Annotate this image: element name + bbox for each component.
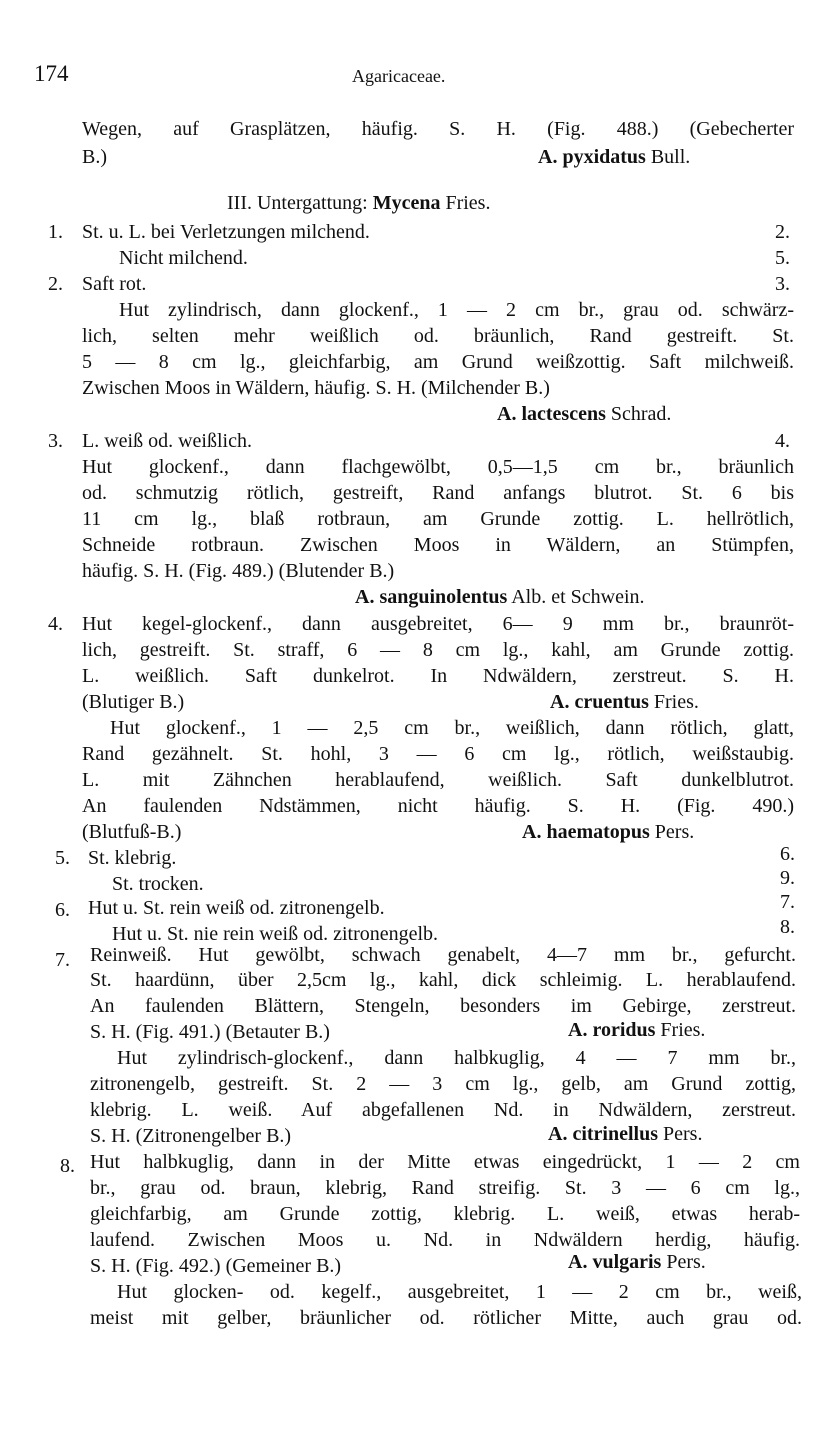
text-line: Hut glockenf., 1 — 2,5 cm br., weißlich, dann rötlich, glatt,: [110, 717, 794, 739]
species-name: [568, 1018, 705, 1042]
running-title: Agaricaceae.: [352, 66, 446, 86]
text-line: häufig. S. H. (Fig. 489.) (Blutender B.): [82, 560, 395, 582]
key-text: Hut u. St. rein weiß od. zitronengelb.: [88, 897, 385, 919]
text-line: Hut glockenf., dann flachgewölbt, 0,5—1,5 cm br., bräunlich: [82, 456, 794, 478]
species-name: [355, 585, 645, 609]
key-number: 6.: [55, 899, 70, 921]
key-text: L. weiß od. weißlich.: [82, 430, 252, 452]
key-number: 2.: [48, 273, 63, 295]
key-reference: 4.: [775, 430, 790, 452]
species-author: Pers.: [654, 821, 695, 843]
key-reference: 6.: [780, 843, 795, 865]
species-author: Alb. et Schwein.: [511, 586, 645, 608]
species-epithet: A. cruentus: [550, 691, 649, 713]
text-line: br., grau od. braun, klebrig, Rand streifig. St. 3 — 6 cm lg.,: [90, 1177, 800, 1199]
subgenus-author: Fries.: [445, 192, 491, 214]
species-epithet: A. lactescens: [497, 403, 606, 425]
species-author: Fries.: [660, 1019, 706, 1041]
species-name: [548, 1122, 702, 1146]
text-line: klebrig. L. weiß. Auf abgefallenen Nd. in Ndwäldern, zerstreut.: [90, 1099, 796, 1121]
text-line: S. H. (Fig. 492.) (Gemeiner B.): [90, 1255, 342, 1277]
species-author: Pers.: [663, 1123, 703, 1145]
key-reference: 5.: [775, 247, 790, 269]
key-number: 1.: [48, 221, 63, 243]
text-line: Hut zylindrisch-glockenf., dann halbkuglig, 4 — 7 mm br.,: [117, 1047, 796, 1069]
species-epithet: A. citrinellus: [548, 1123, 658, 1145]
species-author: Bull.: [650, 146, 691, 168]
text-line: laufend. Zwischen Moos u. Nd. in Ndwäldern herdig, häufig.: [90, 1229, 800, 1251]
text-line: Reinweiß. Hut gewölbt, schwach genabelt, 4—7 mm br., gefurcht.: [90, 944, 796, 966]
text-line: (Blutfuß-B.): [82, 821, 182, 843]
text-line: Hut glocken- od. kegelf., ausgebreitet, 1 — 2 cm br., weiß,: [117, 1281, 802, 1303]
text-line: Hut halbkuglig, dann in der Mitte etwas eingedrückt, 1 — 2 cm: [90, 1151, 800, 1173]
key-number: 3.: [48, 430, 63, 452]
species-name: [568, 1250, 706, 1274]
text-line: Hut kegel-glockenf., dann ausgebreitet, 6— 9 mm br., braunröt-: [82, 613, 794, 635]
text-line: S. H. (Fig. 491.) (Betauter B.): [90, 1021, 330, 1043]
text-line: An faulenden Ndstämmen, nicht häufig. S. H. (Fig. 490.): [82, 795, 794, 817]
text-line: L. weißlich. Saft dunkelrot. In Ndwäldern, zerstreut. S. H.: [82, 665, 794, 687]
text-line: lich, gestreift. St. straff, 6 — 8 cm lg., kahl, am Grunde zottig.: [82, 639, 794, 661]
text-line: od. schmutzig rötlich, gestreift, Rand anfangs blutrot. St. 6 bis: [82, 482, 794, 504]
text-line: B.): [82, 146, 107, 168]
species-epithet: A. roridus: [568, 1019, 656, 1041]
text-line: meist mit gelber, bräunlicher od. rötlicher Mitte, auch grau od.: [90, 1307, 802, 1329]
species-name: [550, 690, 699, 714]
key-reference: 2.: [775, 221, 790, 243]
page-number: 174: [34, 61, 69, 86]
key-text: St. trocken.: [112, 873, 204, 895]
species-epithet: A. vulgaris: [568, 1251, 662, 1273]
key-number: 4.: [48, 613, 63, 635]
key-text: St. u. L. bei Verletzungen milchend.: [82, 221, 370, 243]
key-number: 5.: [55, 847, 70, 869]
text-line: (Blutiger B.): [82, 691, 185, 713]
key-text: Saft rot.: [82, 273, 147, 295]
species-author: Schrad.: [610, 403, 672, 425]
species-epithet: A. pyxidatus: [538, 146, 646, 168]
species-name: [522, 820, 694, 844]
text-line: L. mit Zähnchen herablaufend, weißlich. Saft dunkelblutrot.: [82, 769, 794, 791]
key-number: 7.: [55, 949, 70, 971]
subgenus-label: III. Untergattung:: [227, 192, 368, 214]
text-line: St. haardünn, über 2,5cm lg., kahl, dick schleimig. L. herablaufend.: [90, 969, 796, 991]
text-line: Rand gezähnelt. St. hohl, 3 — 6 cm lg., rötlich, weißstaubig.: [82, 743, 794, 765]
text-line: gleichfarbig, am Grunde zottig, klebrig. L. weiß, etwas herab-: [90, 1203, 800, 1225]
key-text: St. klebrig.: [88, 847, 177, 869]
key-text: Hut u. St. nie rein weiß od. zitronengelb.: [112, 923, 439, 945]
key-text: Nicht milchend.: [119, 247, 248, 269]
text-line: Hut zylindrisch, dann glockenf., 1 — 2 cm br., grau od. schwärz-: [119, 299, 794, 321]
subgenus-name: Mycena: [372, 192, 441, 214]
subgenus-heading: [227, 191, 490, 215]
text-line: Wegen, auf Grasplätzen, häufig. S. H. (Fig. 488.) (Gebecherter: [82, 118, 794, 140]
species-author: Pers.: [666, 1251, 706, 1273]
text-line: 11 cm lg., blaß rotbraun, am Grunde zottig. L. hellrötlich,: [82, 508, 794, 530]
key-reference: 9.: [780, 867, 795, 889]
text-line: 5 — 8 cm lg., gleichfarbig, am Grund weißzottig. Saft milchweiß.: [82, 351, 794, 373]
species-author: Fries.: [653, 691, 699, 713]
key-number: 8.: [60, 1155, 75, 1177]
species-epithet: A. sanguinolentus: [355, 586, 508, 608]
text-line: Zwischen Moos in Wäldern, häufig. S. H. (Milchender B.): [82, 377, 550, 399]
text-line: zitronengelb, gestreift. St. 2 — 3 cm lg., gelb, am Grund zottig,: [90, 1073, 796, 1095]
text-line: Schneide rotbraun. Zwischen Moos in Wäldern, an Stümpfen,: [82, 534, 794, 556]
key-reference: 3.: [775, 273, 790, 295]
text-line: S. H. (Zitronengelber B.): [90, 1125, 292, 1147]
species-epithet: A. haematopus: [522, 821, 650, 843]
key-reference: 8.: [780, 916, 795, 938]
species-name: [497, 402, 671, 426]
species-name: [538, 145, 690, 169]
key-reference: 7.: [780, 891, 795, 913]
text-line: An faulenden Blättern, Stengeln, besonders im Gebirge, zerstreut.: [90, 995, 796, 1017]
text-line: lich, selten mehr weißlich od. bräunlich, Rand gestreift. St.: [82, 325, 794, 347]
